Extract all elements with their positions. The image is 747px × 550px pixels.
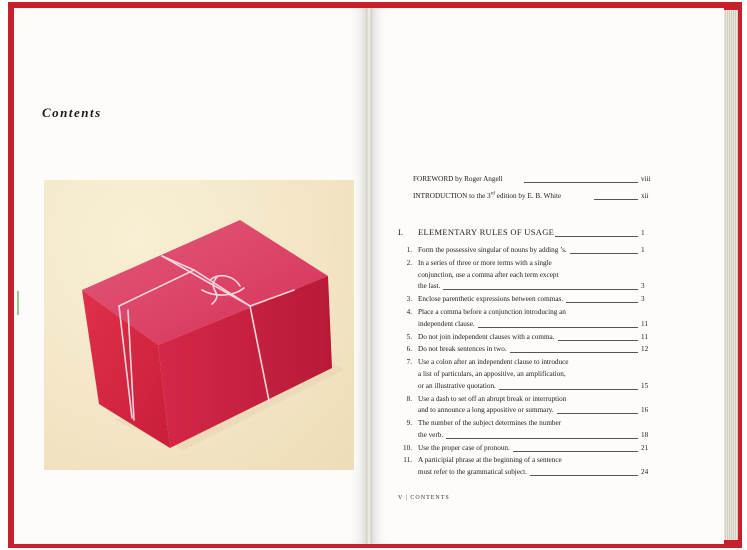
left-page xyxy=(14,8,366,544)
rule-text[interactable]: Use the proper case of pronoun. xyxy=(418,443,510,452)
leader-line xyxy=(558,340,638,341)
toc-introduction[interactable] xyxy=(413,191,561,201)
rule-number: 8. xyxy=(406,394,412,403)
contents-heading: Contents xyxy=(42,105,102,120)
rule-number: 10. xyxy=(403,443,412,452)
rule-text[interactable]: In a series of three or more terms with a single xyxy=(418,258,552,267)
rule-text[interactable]: must refer to the grammatical subject. xyxy=(418,468,527,477)
toc-page-number: 15 xyxy=(641,381,649,390)
leader-line xyxy=(594,199,638,200)
leader-line xyxy=(443,289,638,290)
leader-line xyxy=(524,182,638,183)
rule-number: 5. xyxy=(406,332,412,341)
toc-page-number: 1 xyxy=(641,229,645,237)
toc-page-number: viii xyxy=(641,175,651,183)
toc-page-number: 16 xyxy=(641,406,649,415)
right-page xyxy=(372,8,724,544)
red-package-icon xyxy=(44,180,354,470)
toc-page-number: 21 xyxy=(641,443,649,452)
rule-text[interactable]: or an illustrative quotation. xyxy=(418,381,496,390)
toc-page-number: 3 xyxy=(641,295,645,304)
leader-line xyxy=(570,253,638,254)
rule-number: 11. xyxy=(403,456,412,465)
rule-text[interactable]: Do not join independent clauses with a comma. xyxy=(418,332,555,341)
toc-page-number: 18 xyxy=(641,430,649,439)
toc-page-number: 3 xyxy=(641,282,645,291)
rule-text[interactable]: Form the possessive singular of nouns by adding ’s. xyxy=(418,246,567,254)
toc-page-number: 1 xyxy=(641,246,645,254)
package-illustration xyxy=(44,180,354,470)
page-edges xyxy=(724,10,738,540)
rule-text[interactable]: Place a comma before a conjunction introducing an xyxy=(418,307,566,316)
section-number: I. xyxy=(398,227,403,237)
leader-line xyxy=(446,438,638,439)
leader-line xyxy=(530,475,638,476)
rule-text[interactable]: the last. xyxy=(418,282,441,291)
rule-text[interactable]: Use a colon after an independent clause to introduce xyxy=(418,358,569,367)
toc-foreword[interactable]: FOREWORD by Roger Angell xyxy=(413,175,503,183)
rule-number: 1. xyxy=(406,246,412,254)
page-folio: V | CONTENTS xyxy=(398,495,450,501)
leader-line xyxy=(499,389,638,390)
leader-line xyxy=(566,302,638,303)
leader-line xyxy=(555,236,638,237)
table-of-contents xyxy=(372,8,724,544)
rule-number: 6. xyxy=(406,345,412,354)
rule-number: 3. xyxy=(406,295,412,304)
section-title[interactable]: ELEMENTARY RULES OF USAGE xyxy=(418,227,555,237)
rule-text[interactable]: conjunction, use a comma after each term except xyxy=(418,270,559,279)
rule-number: 9. xyxy=(406,419,412,428)
rule-text[interactable]: the verb. xyxy=(418,430,444,439)
toc-page-number: 11 xyxy=(641,332,648,341)
leader-line xyxy=(478,327,638,328)
rule-text[interactable]: independent clause. xyxy=(418,319,475,328)
rule-text[interactable]: and to announce a long appositive or summary. xyxy=(418,406,554,415)
leader-line xyxy=(557,413,638,414)
rule-text[interactable]: Enclose parenthetic expressions between commas. xyxy=(418,295,564,304)
toc-page-number: 24 xyxy=(641,468,649,477)
rule-number: 2. xyxy=(406,258,412,267)
page-marker xyxy=(17,291,19,315)
rule-text[interactable]: a list of particulars, an appositive, an amplification, xyxy=(418,369,566,378)
intro-label: INTRODUCTION to the 3 xyxy=(413,192,491,200)
leader-line xyxy=(513,451,638,452)
toc-page-number: 11 xyxy=(641,319,648,328)
rule-text[interactable]: A participial phrase at the beginning of a sentence xyxy=(418,456,562,465)
rule-number: 7. xyxy=(406,358,412,367)
leader-line xyxy=(510,352,638,353)
intro-sup: rd xyxy=(490,191,495,197)
toc-page-number: 12 xyxy=(641,345,649,354)
toc-page-number: xii xyxy=(641,192,649,200)
intro-label-rest: edition by E. B. White xyxy=(494,192,562,200)
rule-text[interactable]: Do not break sentences in two. xyxy=(418,345,507,354)
rule-number: 4. xyxy=(406,307,412,316)
rule-text[interactable]: Use a dash to set off an abrupt break or interruption xyxy=(418,394,567,403)
rule-text[interactable]: The number of the subject determines the number xyxy=(418,419,562,428)
